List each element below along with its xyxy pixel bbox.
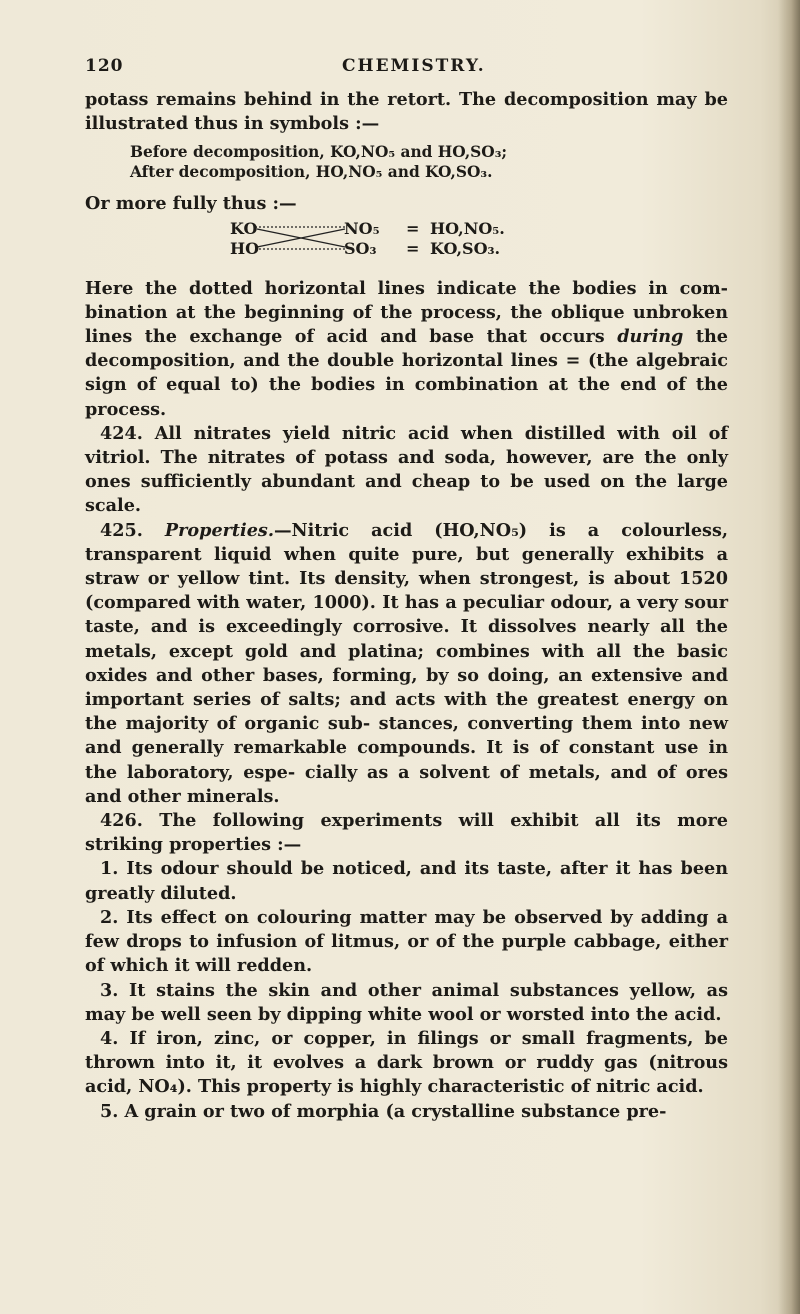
- symbol-line-before: Before decomposition, KO,NO₅ and HO,SO₃;: [130, 143, 508, 162]
- diagram-r2-mid: SO₃: [344, 238, 377, 258]
- diagram-r2-right: KO,SO₃.: [430, 238, 501, 258]
- diagram-r1-equals: =: [406, 218, 420, 238]
- diagram-r2-left: HO: [230, 238, 260, 258]
- explanation-emphasis: during: [617, 326, 684, 348]
- exchange-diagram: [85, 217, 728, 269]
- experiment-5: 5. A grain or two of morphia (a crystalline substance pre-: [100, 1100, 667, 1122]
- diagram-r2-equals: =: [406, 238, 420, 258]
- diagram-r1-mid: NO₅: [344, 218, 380, 238]
- paragraph-426: 426. The following experiments will exhibit all its more striking properties :—: [85, 810, 728, 856]
- running-head: CHEMISTRY.: [342, 56, 486, 76]
- symbol-line-after: After decomposition, HO,NO₅ and KO,SO₃.: [130, 163, 493, 182]
- explanation-part-a: Here the dotted horizontal lines indicate the bodies in com- bination at the beginning of the process, the oblique unbroken lines the exchange of acid and base that occurs: [85, 277, 728, 348]
- p425-body: —Nitric acid (HO,NO₅) is a colourless, transparent liquid when quite pure, but generally exhibits a straw or yellow tint. Its density, when strongest, is about 1520 (compared with water, 1000). It has a peculiar odour, a very sour taste, and is exceedingly corrosive. It dissolves nearly all the metals, except gold and platina; combines with all the basic oxides and other bases, forming, by so doing, an extensive and important series of salts; and acts with the greatest energy on the majority of organic sub- stances, converting them into new and generally remarkable compounds. It is of constant use in the laboratory, espe- cially as a solvent of metals, and of ores and other minerals.: [85, 519, 728, 807]
- p425-heading: Properties.: [164, 519, 274, 541]
- paragraph-425: [85, 519, 728, 809]
- paragraph-intro: potass remains behind in the retort. The decomposition may be illustrated thus in symbols :—: [85, 89, 728, 135]
- experiment-1: 1. Its odour should be noticed, and its taste, after it has been greatly diluted.: [85, 858, 728, 904]
- experiment-3: 3. It stains the skin and other animal substances yellow, as may be well seen by dipping white wool or worsted into the acid.: [85, 979, 728, 1025]
- body-text: [85, 88, 728, 1124]
- experiment-4: 4. If iron, zinc, or copper, in filings or small fragments, be thrown into it, it evolves a dark brown or ruddy gas (nitrous acid, NO₄). This property is highly characteristic of nitric acid.: [85, 1027, 728, 1098]
- diagram-row-2: [230, 237, 590, 259]
- explanation-part-b: the decomposition, and the double horizontal lines = (the algebraic sign of equal to) the bodies in combination at the end of the process.: [85, 326, 728, 420]
- diagram-r1-left: KO: [230, 218, 258, 238]
- experiment-2: 2. Its effect on colouring matter may be observed by adding a few drops to infusion of litmus, or of the purple cabbage, either of which it will redden.: [85, 906, 728, 977]
- page-number: 120: [85, 56, 124, 76]
- p425-number: 425.: [100, 519, 165, 541]
- paragraph-lead: Or more fully thus :—: [85, 193, 297, 215]
- diagram-r1-right: HO,NO₅.: [430, 218, 505, 238]
- symbol-equations: [130, 142, 728, 182]
- page-header: [0, 56, 800, 82]
- page-edge-shadow: [778, 0, 800, 1314]
- paragraph-explanation: [85, 277, 728, 422]
- diagram-row-1: [230, 217, 590, 239]
- paragraph-424: 424. All nitrates yield nitric acid when distilled with oil of vitriol. The nitrates of potass and soda, however, are the only ones sufficiently abundant and cheap to be used on the large scale.: [85, 422, 728, 517]
